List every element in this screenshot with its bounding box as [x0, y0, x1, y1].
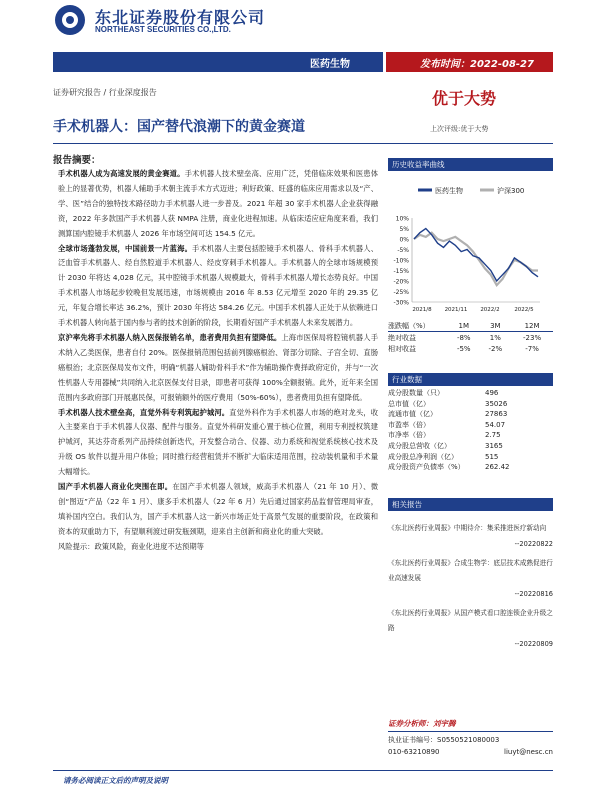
- company-name-en: NORTHEAST SECURITIES CO.,LTD.: [95, 25, 231, 34]
- summary-paragraph: [58, 406, 378, 481]
- summary-paragraph: [58, 331, 378, 406]
- x-tick-label: 2021/11: [444, 307, 468, 313]
- summary-paragraph: [58, 242, 378, 331]
- market-value: 496: [485, 389, 499, 397]
- market-row: [388, 441, 553, 452]
- y-tick-label: -30%: [393, 299, 409, 307]
- perf-header-cell: 3M: [480, 320, 512, 332]
- paragraph-text: 风险提示：政策风险，商业化进度不达预期等: [58, 541, 204, 551]
- analyst-name: 证券分析师：刘宇腾: [388, 718, 553, 732]
- x-tick-label: 2022/2: [480, 307, 500, 313]
- market-row: [388, 409, 553, 420]
- perf-cell: -8%: [456, 333, 471, 342]
- related-report-link[interactable]: 《东北医药行业周报》从国产模式看口腔连锁企业升级之路: [388, 609, 553, 632]
- company-name-cn: 东北证券股份有限公司: [95, 8, 266, 27]
- market-label: 市盈率（倍）: [388, 420, 430, 429]
- y-tick-label: -25%: [393, 289, 409, 296]
- x-tick-label: 2022/5: [514, 307, 534, 313]
- y-tick-label: -10%: [393, 257, 409, 265]
- market-label: 流通市值（亿）: [388, 410, 437, 419]
- perf-cell: -5%: [456, 344, 471, 353]
- paragraph-lead: 手术机器人成为高速发展的黄金赛道。: [58, 169, 185, 178]
- analyst-info: [388, 718, 553, 756]
- related-report-date: --20220816: [514, 590, 553, 598]
- market-row: [388, 420, 553, 431]
- market-panel-title: 行业数据: [388, 373, 553, 386]
- market-row: [388, 388, 553, 399]
- analyst-phone: 010-63210890: [388, 748, 440, 756]
- perf-header-cell: 1M: [448, 320, 480, 332]
- company-logo-icon: [55, 5, 85, 35]
- market-data: [388, 388, 553, 473]
- market-row: [388, 430, 553, 441]
- market-label: 成分股数量（只）: [388, 389, 444, 397]
- summary-body: [58, 167, 378, 555]
- market-value: 515: [485, 452, 499, 461]
- market-value: 262.42: [485, 463, 510, 472]
- paragraph-lead: 京沪率先将手术机器人纳入医保报销名单，患者费用负担有望降低。: [58, 332, 282, 342]
- perf-cell: -7%: [525, 344, 539, 353]
- y-tick-label: 0%: [399, 236, 409, 244]
- related-report-date: --20220822: [514, 540, 553, 548]
- breadcrumb: 证券研究报告 / 行业深度报告: [53, 88, 157, 97]
- perf-header-cell: 12M: [511, 320, 553, 332]
- paragraph-text: 在国产手术机器人领域，威高手术机器人（21 年 10 月）、微创“图迈”产品（22 年 1 月）、康多手术机器人（22 年 6 月）先后通过国家药品监督管理局审查，填补国内空白。我们认为，国产手术机器人这一新兴市场正处于高景气发展的重要阶段，在政策和资本的双重助力下，有望顺利渡过研发瓶颈期，迎来自主创新和商业化的重大突破。: [58, 482, 378, 536]
- y-tick-label: 5%: [399, 226, 409, 233]
- paragraph-text: 手术机器人主要包括腔镜手术机器人、骨科手术机器人、泛血管手术机器人、经自然腔道手术机器人、经皮穿刺手术机器人。手术机器人的全球市场规模预计 2030 年将达 4,028 亿元，其中腔镜手术机器人规模最大，骨科手术机器人增长态势良好。中国手术机器人市场起步较晚但发展迅速，市场规模由 2016 年 8.53 亿元增至 2020 年的 29.35 亿元，年复合增长率达 36.2%，预计 2030 年将达 584.26 亿元。中国手术机器人正处于从依赖进口手术机器人转向基于国内参与者的技术创新的阶段，长期看好国产手术机器人未来发展潜力。: [58, 243, 378, 328]
- market-value: 35026: [485, 399, 508, 408]
- market-value: 3165: [485, 441, 503, 450]
- paragraph-lead: 手术机器人技术壁垒高，直觉外科专利筑起护城河。: [58, 407, 230, 417]
- paragraph-text: 直觉外科作为手术机器人市场的绝对龙头，收入主要来自于手术机器人仪器、配件与服务。直觉外科研发重心置于核心位置，利用专利授权筑建护城河，其达芬奇系列产品持续创新迭代，开发整合动合、仪器、动力系统和视觉系统核心技术及升级 OS 软件以提升用户体验；同时推行经营租赁并不断扩大临床适用范围，拉动装机量和手术量大幅增长。: [58, 407, 379, 477]
- analyst-email[interactable]: liuyt@nesc.cn: [504, 748, 553, 756]
- market-label: 市净率（倍）: [388, 431, 430, 440]
- market-label: 成分股总净利润（亿）: [388, 452, 458, 461]
- related-report-date: --20220809: [514, 640, 553, 648]
- paragraph-lead: 全球市场蓬勃发展，中国前景一片蓝海。: [58, 243, 193, 253]
- related-panel-title: 相关报告: [388, 498, 553, 511]
- perf-header-cell: 涨跌幅（%）: [388, 320, 448, 332]
- perf-cell: 1%: [489, 333, 501, 342]
- rating-badge: 优于大势: [432, 89, 497, 108]
- summary-heading: 报告摘要：: [53, 155, 101, 166]
- perf-cell: -23%: [523, 333, 542, 342]
- summary-paragraph: [58, 167, 378, 242]
- y-tick-label: -20%: [393, 278, 409, 286]
- analyst-license: 执业证书编号：S0550521080003: [388, 736, 500, 744]
- analyst-contact: [388, 748, 553, 756]
- market-label: 成分股资产负债率（%）: [388, 463, 465, 472]
- perf-cell: -2%: [488, 344, 503, 353]
- perf-cell: 绝对收益: [388, 333, 416, 342]
- related-reports: [388, 513, 553, 654]
- x-tick-label: 2021/8: [412, 307, 432, 313]
- summary-paragraph: [58, 480, 378, 540]
- chart-panel-title: 历史收益率曲线: [388, 158, 553, 171]
- paragraph-lead: 国产手术机器人商业化突围在即。: [58, 482, 173, 492]
- market-label: 成分股总营收（亿）: [388, 441, 451, 450]
- performance-table: [388, 320, 553, 354]
- market-value: 54.07: [485, 420, 506, 429]
- previous-rating: 上次评级:优于大势: [430, 125, 489, 133]
- series-line: [414, 233, 538, 286]
- y-tick-label: -5%: [397, 247, 409, 254]
- related-report-link[interactable]: 《东北医药行业周报》合成生物学：底层技术成熟促进行业高速发展: [388, 559, 553, 582]
- market-row: [388, 462, 553, 473]
- market-value: 2.75: [485, 431, 501, 440]
- header-divider: [53, 143, 553, 144]
- legend-label: 医药生物: [435, 187, 463, 195]
- market-value: 27863: [485, 410, 508, 419]
- market-label: 总市值（亿）: [388, 399, 430, 408]
- paragraph-text: 手术机器人技术壁垒高、应用广泛，凭借临床效果和医患体验上的显著优势，机器人辅助手术朝主流手术方式迈进；利好政策、旺盛的临床应用需求以及“产、学、医”结合的独特技术路径助力手术机器人进一步普及。2021 年超 30 家手术机器人企业获得融资，2022 年多款国产手术机器人获 NMPA 注册，商业化进程加速。从临床适应症角度来看，我们测算国内腔镜手术机器人 2026 年市场空间可达 154.5 亿元。: [58, 169, 379, 238]
- publish-date: 发布时间：2022-08-27: [420, 59, 534, 70]
- sector-label: 医药生物: [310, 59, 350, 70]
- paragraph-text: 上海市医保局将腔镜机器人手术纳入乙类医保，患者自付 20%。医保报销范围包括前列腺癌根治、肾部分切除、子宫全切、直肠癌根治；北京医保局发布文件，明确“机器人辅助骨科手术”作为辅助操作费择政府定价，并与“一次性机器人专用器械”共同纳入北京医保支付目录，即患者可获得 100%全额报销。此外，近年来全国范围内多政府部门开展惠民保，可报销额外的医疗费用（50%-60%），患者费用负担有望降低。: [58, 332, 378, 402]
- market-row: [388, 399, 553, 410]
- perf-cell: 相对收益: [388, 344, 416, 353]
- y-tick-label: 10%: [395, 215, 409, 223]
- y-tick-label: -15%: [393, 268, 409, 275]
- report-title: 手术机器人：国产替代浪潮下的黄金赛道: [53, 119, 305, 135]
- return-chart: [388, 176, 553, 316]
- market-row: [388, 452, 553, 463]
- footer-divider: [53, 770, 553, 771]
- related-report-link[interactable]: 《东北医药行业周报》中期待介：集采推进医疗新动向: [388, 524, 547, 532]
- footer-disclaimer: 请务必阅读正文后的声明及说明: [63, 776, 168, 785]
- summary-paragraph: [58, 540, 378, 555]
- legend-label: 沪深300: [497, 187, 525, 195]
